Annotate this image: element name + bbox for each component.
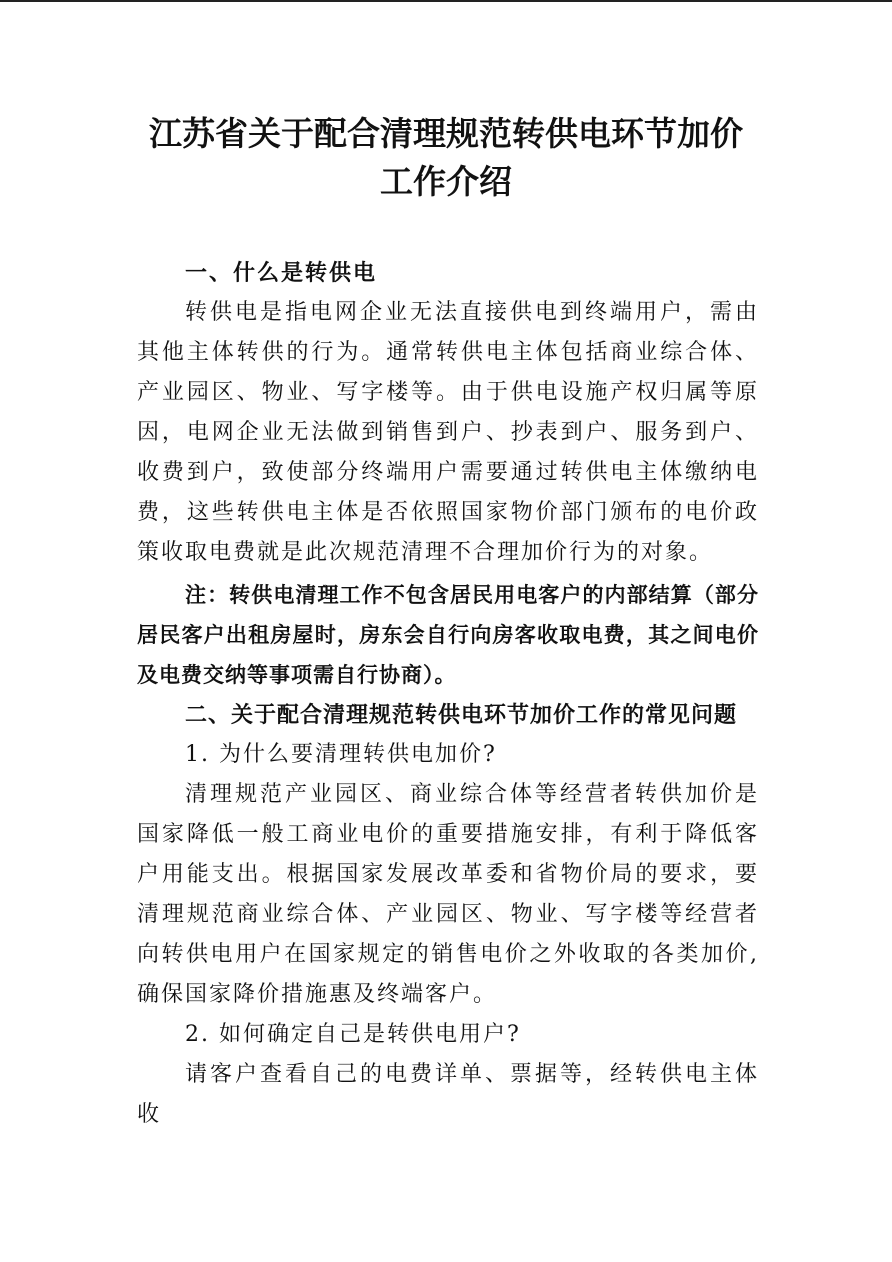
section1-heading: 一、什么是转供电	[185, 260, 378, 286]
note-paragraph: 注：转供电清理工作不包含居民用电客户的内部结算（部分居民客户出租房屋时，房东会自行向房客收取电费，其之间电价及电费交纳等事项需自行协商）。	[137, 582, 759, 687]
question-2: 2. 如何确定自己是转供电用户?	[185, 1022, 521, 1047]
answer-1: 清理规范产业园区、商业综合体等经营者转供加价是国家降低一般工商业电价的重要措施安排，有利于降低客户用能支出。根据国家发展改革委和省物价局的要求，要清理规范商业综合体、产业园区、物业、写字楼等经营者向转供电用户在国家规定的销售电价之外收取的各类加价,确保国家降价措施惠及终端客户。	[137, 782, 759, 1007]
section1-paragraph: 转供电是指电网企业无法直接供电到终端用户，需由其他主体转供的行为。通常转供电主体包括商业综合体、产业园区、物业、写字楼等。由于供电设施产权归属等原因，电网企业无法做到销售到户、抄表到户、服务到户、收费到户，致使部分终端用户需要通过转供电主体缴纳电费，这些转供电主体是否依照国家物价部门颁布的电价政策收取电费就是此次规范清理不合理加价行为的对象。	[137, 300, 759, 565]
title-line-2: 工作介绍	[380, 162, 512, 201]
question-1: 1. 为什么要清理转供电加价?	[185, 742, 497, 767]
answer-2: 请客户查看自己的电费详单、票据等，经转供电主体收	[137, 1062, 759, 1127]
title-line-1: 江苏省关于配合清理规范转供电环节加价	[149, 114, 743, 153]
document-body	[137, 253, 759, 1135]
document-title	[0, 110, 892, 206]
section2-heading: 二、关于配合清理规范转供电环节加价工作的常见问题	[185, 702, 738, 728]
